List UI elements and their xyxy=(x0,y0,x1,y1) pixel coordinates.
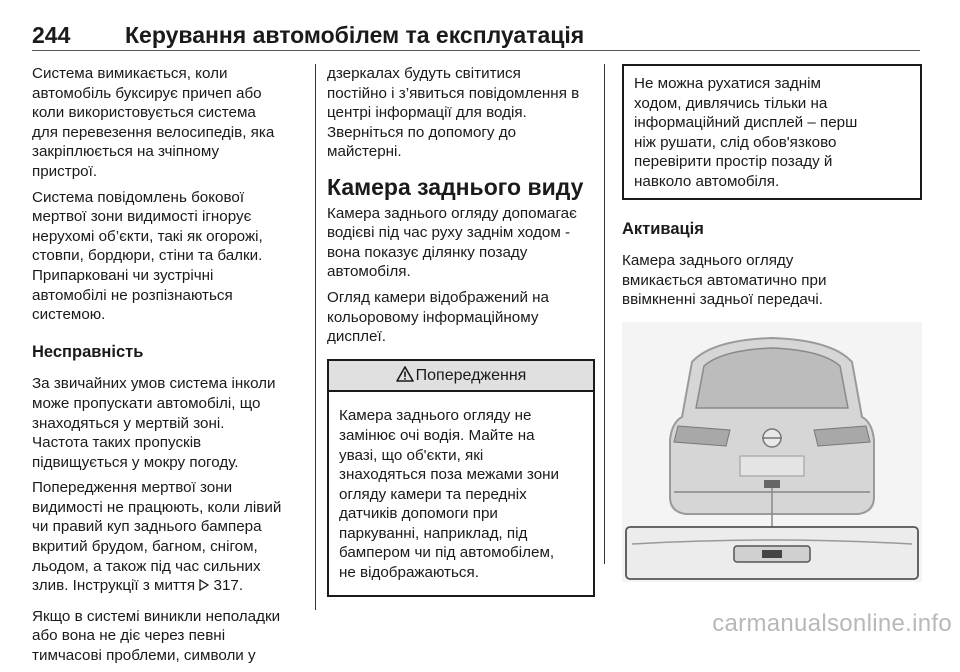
warning-box xyxy=(327,359,595,597)
column-3 xyxy=(622,64,922,356)
column-1 xyxy=(32,64,312,672)
section-heading-activation: Активація xyxy=(622,219,704,238)
column-divider xyxy=(315,64,316,610)
warning-text: Камера заднього огляду не замінює очі водія. Майте на увазі, що об'єкти, які знаходяться поза межами зони огляду камери та передніх датчиків допомоги при паркуванні, наприклад, під бампером чи під автомобілем, не відображаються. xyxy=(339,407,560,582)
paragraph: Огляд камери відображений на кольоровому інформаційному дисплеї. xyxy=(327,288,550,346)
paragraph: Система повідомлень бокової мертвої зони видимості ігнорує нерухомі об’єкти, такі як огорожі, стовпи, бордюри, стіни та балки. Припарковані чи зустрічні автомобілі не розпізнаються системою. xyxy=(32,188,263,324)
paragraph: Якщо в системі виникли неполадки або вона не діє через певні тимчасові проблеми, символи у xyxy=(32,607,281,665)
notice-box: Не можна рухатися заднім ходом, дивлячись тільки на інформаційний дисплей – перш ніж рушати, слід обов'язково перевірити простір позаду й навколо автомобіля. xyxy=(622,64,922,200)
reference-page: 317. xyxy=(209,577,244,595)
warning-title xyxy=(329,361,593,393)
page-reference-link[interactable] xyxy=(199,577,243,594)
paragraph: За звичайних умов система інколи може пропускати автомобілі, що знаходяться у мертвій зоні. Частота таких пропусків підвищується у мокру погоду. xyxy=(32,375,276,471)
reference-arrow-glyph xyxy=(199,579,209,591)
column-divider xyxy=(604,64,605,564)
header-rule xyxy=(32,50,920,51)
rear-camera-location-illustration xyxy=(622,322,922,582)
page-number: 244 xyxy=(32,22,71,48)
column-2 xyxy=(327,64,595,597)
chapter-title: Керування автомобілем та експлуатація xyxy=(125,22,585,48)
warning-title-text: Попередження xyxy=(415,366,527,384)
paragraph-with-reference xyxy=(32,478,312,601)
paragraph: Система вимикається, коли автомобіль буксирує причеп або коли використовується система для перевезення велосипедів, яка закріплюється на зчіпному пристрої. xyxy=(32,65,275,180)
paragraph: Камера заднього огляду допомагає водієві під час руху заднім ходом - вона показує ділянку позаду автомобіля. xyxy=(327,204,577,281)
page-header xyxy=(32,22,920,52)
paragraph: Камера заднього огляду вмикається автоматично при ввімкненні задньої передачі. xyxy=(622,252,827,309)
section-heading-malfunction: Несправність xyxy=(32,342,144,361)
section-heading-rear-camera: Камера заднього виду xyxy=(327,173,584,200)
watermark: carmanualsonline.info xyxy=(712,610,952,637)
paragraph-text: Попередження мертвої зони видимості не працюють, коли лівий чи правий куп заднього бампера вкритий брудом, багном, снігом, льодом, а також під час сильних злив. Інструкції з миття xyxy=(32,479,282,595)
warning-triangle-icon xyxy=(396,366,414,382)
paragraph: дзеркалах будуть світитися постійно і з’явиться повідомлення в центрі інформації для водія. Зверніться по допомогу до майстерні. xyxy=(327,65,580,161)
